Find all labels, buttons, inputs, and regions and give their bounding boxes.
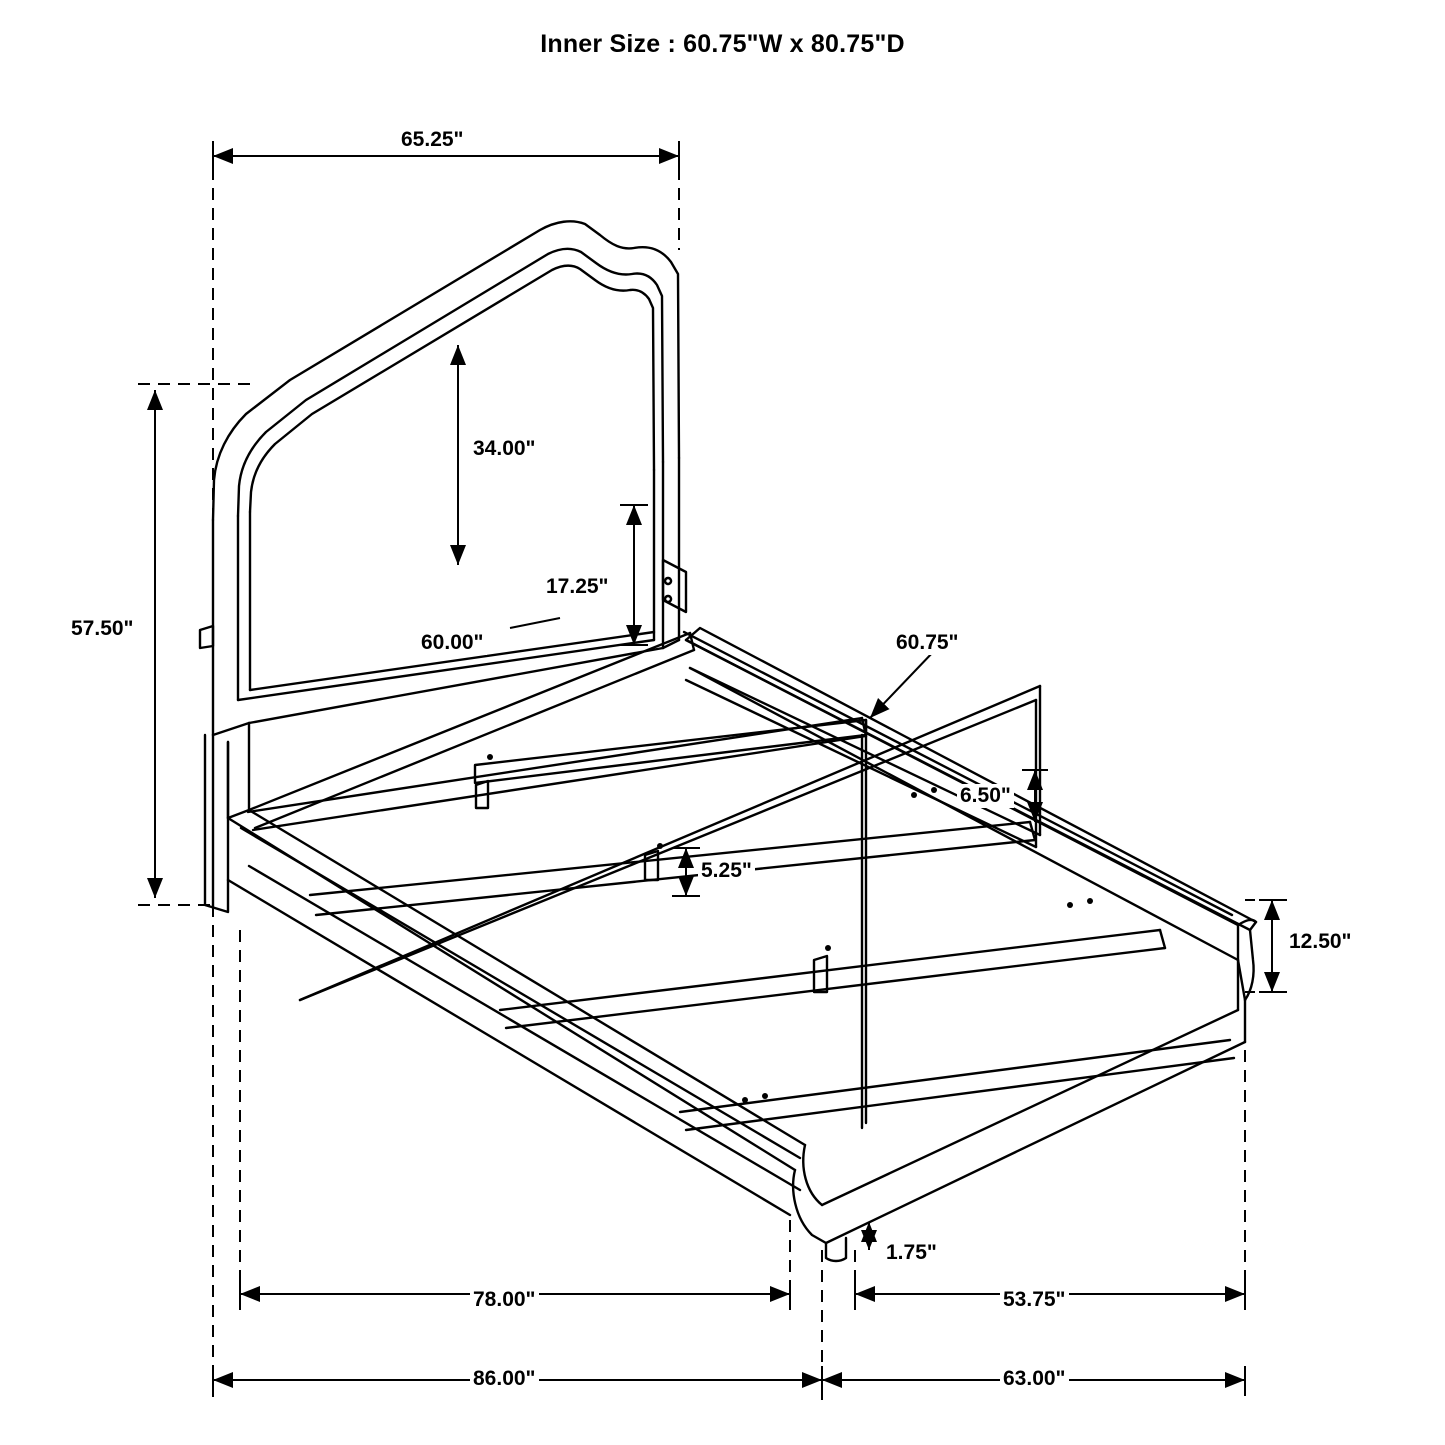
dimension-label-frame-length: 78.00"	[470, 1288, 539, 1312]
page-title: Inner Size : 60.75"W x 80.75"D	[540, 30, 905, 58]
dimension-label-headboard-width: 65.25"	[398, 128, 467, 152]
bed-outline	[200, 221, 1256, 1261]
dimension-label-rail-gap: 17.25"	[543, 575, 612, 599]
dimension-label-depth-right: 53.75"	[1000, 1288, 1069, 1312]
dimension-label-overall-depth: 63.00"	[1000, 1367, 1069, 1391]
dimension-label-foot-leg-height: 1.75"	[883, 1241, 940, 1265]
dimension-label-headboard-panel-height: 34.00"	[470, 437, 539, 461]
dimension-label-side-rail-height: 6.50"	[957, 784, 1014, 808]
dimension-lines	[138, 141, 1287, 1400]
dimension-label-slat-clearance: 5.25"	[698, 859, 755, 883]
dimension-label-overall-length: 86.00"	[470, 1367, 539, 1391]
dimension-label-slat-span: 60.75"	[893, 631, 962, 655]
dimension-label-total-height: 57.50"	[68, 617, 137, 641]
dimension-label-headboard-inner-width: 60.00"	[418, 631, 487, 655]
dimension-label-footboard-height: 12.50"	[1286, 930, 1355, 954]
